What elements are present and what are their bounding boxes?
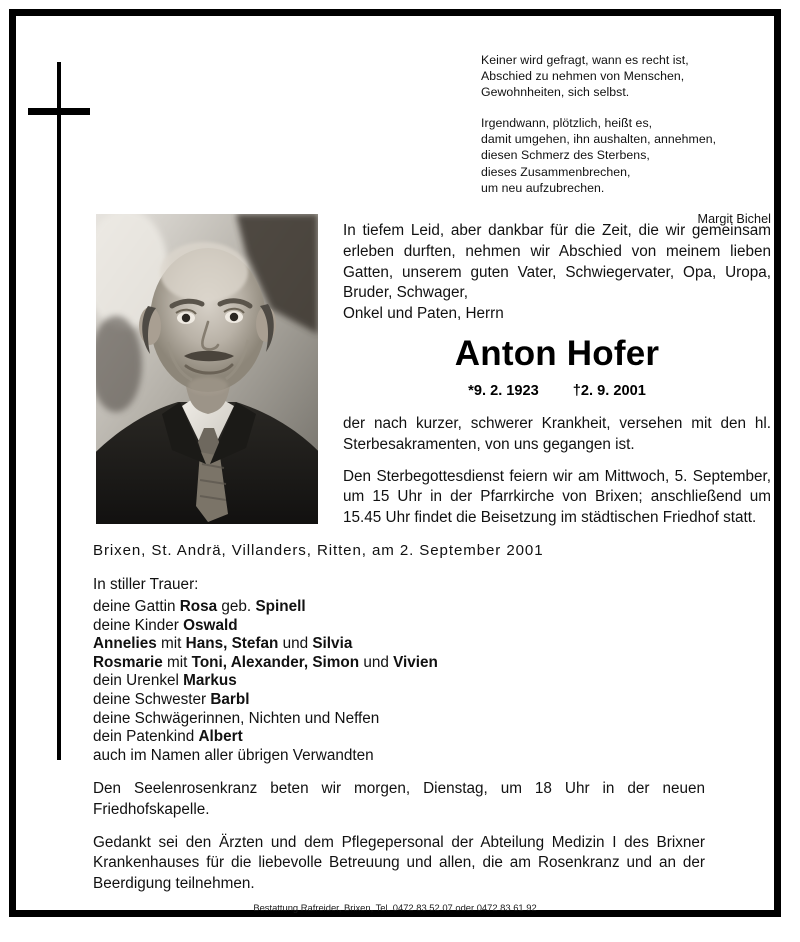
paragraph-line: der nach kurzer, schwerer Krankheit, versehen mit <box>343 415 712 432</box>
portrait-photo <box>96 214 318 524</box>
poem-line: um neu aufzubrechen. <box>481 180 605 195</box>
mourner-relation: deine Schwester <box>93 690 211 708</box>
portrait-photo-image <box>96 214 318 524</box>
after-name-paragraphs <box>343 414 771 529</box>
poem-line: diesen Schmerz des Sterbens, <box>481 148 650 163</box>
mourner-name: Albert <box>198 728 243 746</box>
paragraph-last-line: Friedhofskapelle. <box>93 800 210 818</box>
mourner-relation: und <box>278 635 313 653</box>
mourner-name: Annelies <box>93 635 157 653</box>
mourner-row <box>93 691 653 710</box>
paragraph-line: Den Sterbegottesdienst feiern wir am Mittwoch, 5. <box>343 467 688 485</box>
paragraph-line: Den Seelenrosenkranz beten wir morgen, Dienstag, um 18 Uhr in der neuen <box>93 780 705 797</box>
mourner-name: Silvia <box>312 635 353 653</box>
paragraph-last-line: städtischen Friedhof statt. <box>581 509 757 527</box>
death-circumstances-paragraph <box>343 414 771 456</box>
mourner-relation: mit <box>156 635 186 653</box>
mourner-relation: geb. <box>217 598 256 615</box>
mourner-relation: deine Schwägerinnen, Nichten und Neffen <box>93 709 380 727</box>
mourner-name: Rosmarie <box>93 653 163 671</box>
thanks-paragraph <box>93 833 705 895</box>
mourners-list <box>93 598 653 765</box>
closing-paragraphs <box>93 779 705 895</box>
rosary-paragraph <box>93 779 705 821</box>
latin-cross-crossbar-icon <box>28 108 90 115</box>
paragraph-line: September, um 15 Uhr in der Pfarrkirche von Brixen; <box>343 467 771 506</box>
mourner-relation: deine Kinder <box>93 616 184 634</box>
intro-paragraph <box>343 221 771 325</box>
mourner-name: Oswald <box>183 616 238 634</box>
mourner-row <box>93 728 653 747</box>
poem-line: Gewohnheiten, sich selbst. <box>481 85 630 100</box>
poem-line: Keiner wird gefragt, wann es recht ist, <box>481 53 689 67</box>
poem-line: Abschied zu nehmen von Menschen, <box>481 69 685 84</box>
mourner-row <box>93 617 653 636</box>
funeral-service-paragraph <box>343 467 771 529</box>
mourner-row <box>93 747 653 766</box>
intro-line: Schwiegervater, Opa, Uropa, Bruder, Schwager, <box>343 263 771 302</box>
mourner-name: Toni, Alexander, Simon <box>191 653 360 671</box>
mourner-row <box>93 710 653 729</box>
life-dates <box>343 383 771 399</box>
paragraph-line: Krankenhauses für die liebevolle Betreuung und allen, die am Rosenkranz und an <box>93 854 676 872</box>
funeral-home-footer: Bestattung Rafreider, Brixen, Tel. 0472 83 52 07 oder 0472 83 61 92 <box>253 902 537 913</box>
mourner-name: Vivien <box>393 653 438 671</box>
mourner-name: Markus <box>183 672 237 690</box>
paragraph-line: Gedankt sei den Ärzten und dem Pflegepersonal der Abteilung Medizin I des Brixner <box>93 833 705 851</box>
mourner-name: Rosa <box>179 598 218 615</box>
poem-line: damit umgehen, ihn aushalten, annehmen, <box>481 132 717 147</box>
poem-stanza-1 <box>481 52 771 100</box>
mourner-relation: deine Gattin <box>93 598 180 615</box>
mourners-heading: In stiller Trauer: <box>93 576 199 593</box>
place-and-date-line: Brixen, St. Andrä, Villanders, Ritten, am 2. September 2001 <box>93 542 544 559</box>
mourner-relation: mit <box>162 653 192 671</box>
poem-line: Irgendwann, plötzlich, heißt es, <box>481 116 653 131</box>
mourner-row <box>93 654 653 673</box>
poem-stanza-2 <box>481 115 771 195</box>
death-date: †2. 9. 2001 <box>572 383 646 399</box>
paragraph-last-line: den hl. Sterbesakramenten, von uns gegangen ist. <box>343 415 771 453</box>
poem-line: dieses Zusammenbrechen, <box>481 164 631 179</box>
intro-line: von meinem lieben Gatten, unserem guten Vater, <box>343 242 771 281</box>
mourner-name: Spinell <box>255 598 306 615</box>
mourner-relation: dein Urenkel <box>93 672 184 690</box>
intro-line: gemeinsam erleben durften, nehmen wir Abschied <box>343 222 771 260</box>
mourner-row <box>93 635 653 654</box>
mourner-row <box>93 598 653 617</box>
mourner-relation: und <box>359 653 394 671</box>
paragraph-last-line: der Beerdigung teilnehmen. <box>93 854 705 893</box>
mourner-relation: auch im Namen aller übrigen Verwandten <box>93 746 374 764</box>
deceased-name: Anton Hofer <box>454 334 660 373</box>
birth-date: *9. 2. 1923 <box>468 383 539 399</box>
latin-cross-icon <box>57 62 61 760</box>
memorial-poem <box>481 52 771 227</box>
mourner-name: Barbl <box>210 690 250 708</box>
intro-line: In tiefem Leid, aber dankbar für die Zeit, die wir <box>343 222 686 239</box>
mourner-relation: dein Patenkind <box>93 728 199 746</box>
intro-last-line: Onkel und Paten, Herrn <box>343 305 504 323</box>
poem-attribution: Margit Bichel <box>697 211 771 226</box>
paragraph-line: anschließend um 15.45 Uhr findet die Beisetzung im <box>343 488 772 527</box>
mourner-row <box>93 672 653 691</box>
mourner-name: Hans, Stefan <box>185 635 279 653</box>
